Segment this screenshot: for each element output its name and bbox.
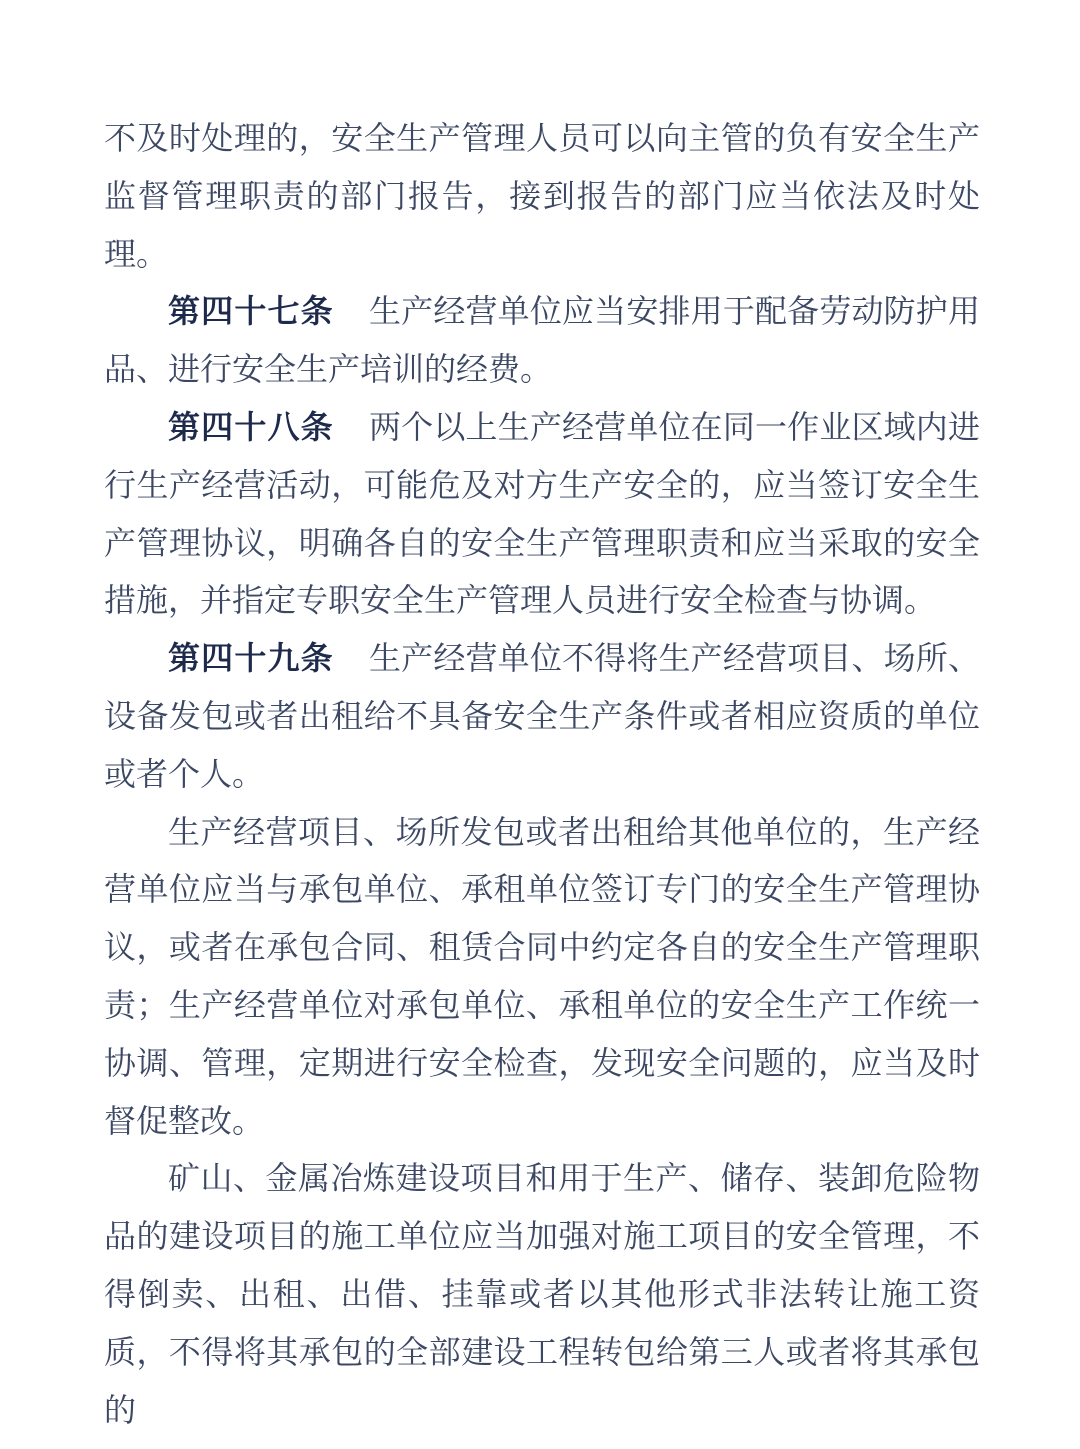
paragraph-text: 不及时处理的，安全生产管理人员可以向主管的负有安全生产监督管理职责的部门报告，接到报告的部门应当依法及时处理。 xyxy=(104,120,980,272)
paragraph xyxy=(104,1150,980,1439)
document-body xyxy=(104,110,980,1439)
paragraph xyxy=(104,630,980,803)
paragraph-text: 两个以上生产经营单位在同一作业区域内进行生产经营活动，可能危及对方生产安全的，应当签订安全生产管理协议，明确各自的安全生产管理职责和应当采取的安全措施，并指定专职安全生产管理人员进行安全检查与协调。 xyxy=(104,408,980,619)
paragraph-text: 生产经营项目、场所发包或者出租给其他单位的，生产经营单位应当与承包单位、承租单位签订专门的安全生产管理协议，或者在承包合同、租赁合同中约定各自的安全生产管理职责；生产经营单位对承包单位、承租单位的安全生产工作统一协调、管理，定期进行安全检查，发现安全问题的，应当及时督促整改。 xyxy=(104,813,980,1139)
article-number: 第四十九条 xyxy=(168,640,334,677)
paragraph xyxy=(104,110,980,283)
article-number: 第四十七条 xyxy=(168,293,334,330)
paragraph-text: 生产经营单位应当安排用于配备劳动防护用品、进行安全生产培训的经费。 xyxy=(104,293,980,388)
paragraph xyxy=(104,804,980,1151)
article-number: 第四十八条 xyxy=(168,408,334,445)
paragraph-text: 生产经营单位不得将生产经营项目、场所、设备发包或者出租给不具备安全生产条件或者相应资质的单位或者个人。 xyxy=(104,640,980,792)
paragraph-text: 矿山、金属冶炼建设项目和用于生产、储存、装卸危险物品的建设项目的施工单位应当加强对施工项目的安全管理，不得倒卖、出租、出借、挂靠或者以其他形式非法转让施工资质，不得将其承包的全部建设工程转包给第三人或者将其承包的 xyxy=(104,1160,980,1428)
paragraph xyxy=(104,399,980,630)
paragraph xyxy=(104,283,980,399)
